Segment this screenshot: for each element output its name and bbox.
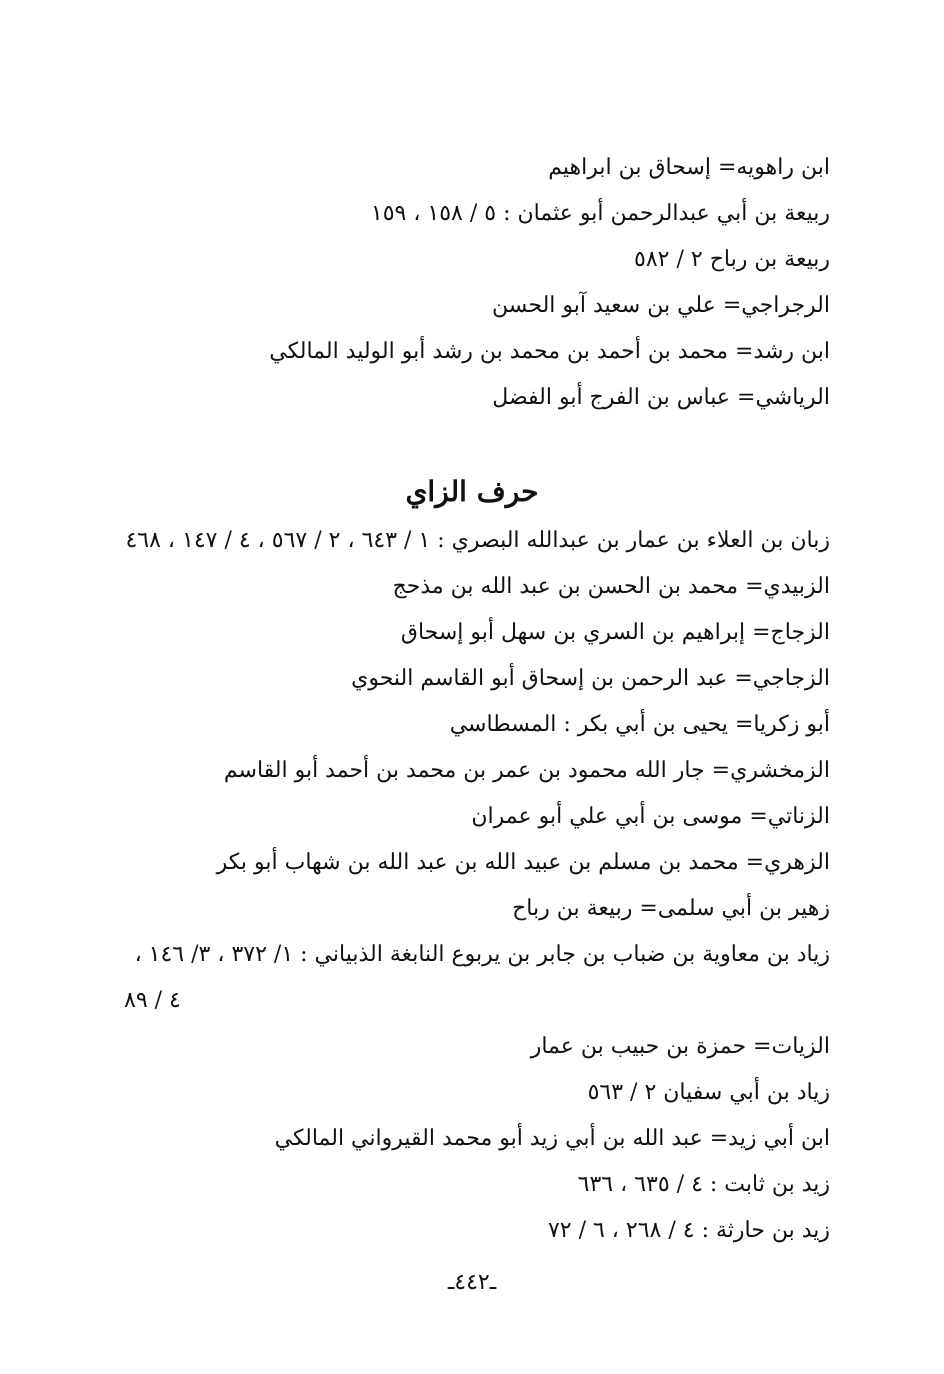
- index-entry-continuation: ٤ / ٨٩: [124, 988, 181, 1013]
- index-entry: الرياشي= عباس بن الفرج أبو الفضل: [492, 385, 830, 410]
- index-entry: ربيعة بن أبي عبدالرحمن أبو عثمان : ٥ / ١٥٨ ، ١٥٩: [370, 201, 830, 226]
- index-entry: زياد بن معاوية بن ضباب بن جابر بن يربوع النابغة الذبياني : ١/ ٣٧٢ ، ٣/ ١٤٦ ،: [134, 942, 830, 967]
- page-number: ـ٤٤٢ـ: [447, 1270, 497, 1295]
- index-entry: الزيات= حمزة بن حبيب بن عمار: [530, 1034, 830, 1059]
- index-entry: الزجاج= إبراهيم بن السري بن سهل أبو إسحاق: [400, 620, 830, 645]
- index-entry: أبو زكريا= يحيى بن أبي بكر : المسطاسي: [449, 712, 830, 737]
- index-entry: الزهري= محمد بن مسلم بن عبيد الله بن عبد الله بن شهاب أبو بكر: [216, 850, 830, 875]
- section-heading: حرف الزاي: [405, 475, 539, 508]
- index-entries-ra: [110, 145, 830, 421]
- index-entries-zay: [110, 518, 830, 1254]
- index-entry: الزناتي= موسى بن أبي علي أبو عمران: [471, 804, 830, 829]
- index-entry: زيد بن ثابت : ٤ / ٦٣٥ ، ٦٣٦: [577, 1172, 830, 1197]
- index-entry: زبان بن العلاء بن عمار بن عبدالله البصري : ١ / ٦٤٣ ، ٢ / ٥٦٧ ، ٤ / ١٤٧ ، ٤٦٨: [125, 528, 830, 553]
- index-entry: ابن رشد= محمد بن أحمد بن محمد بن رشد أبو الوليد المالكي: [269, 339, 830, 364]
- index-entry: زهير بن أبي سلمى= ربيعة بن رباح: [512, 896, 830, 921]
- index-entry: زيد بن حارثة : ٤ / ٢٦٨ ، ٦ / ٧٢: [547, 1218, 830, 1243]
- index-entry: ابن راهويه= إسحاق بن ابراهيم: [548, 155, 830, 180]
- index-entry: ربيعة بن رباح ٢ / ٥٨٢: [634, 247, 830, 272]
- index-entry: زياد بن أبي سفيان ٢ / ٥٦٣: [587, 1080, 830, 1105]
- index-entry: الزمخشري= جار الله محمود بن عمر بن محمد بن أحمد أبو القاسم: [223, 758, 830, 783]
- index-entry: الرجراجي= علي بن سعيد آبو الحسن: [492, 293, 830, 318]
- index-entry: ابن أبي زيد= عبد الله بن أبي زيد أبو محمد القيرواني المالكي: [274, 1126, 830, 1151]
- index-entry: الزجاجي= عبد الرحمن بن إسحاق أبو القاسم النحوي: [351, 666, 830, 691]
- index-entry: الزبيدي= محمد بن الحسن بن عبد الله بن مذحج: [392, 574, 830, 599]
